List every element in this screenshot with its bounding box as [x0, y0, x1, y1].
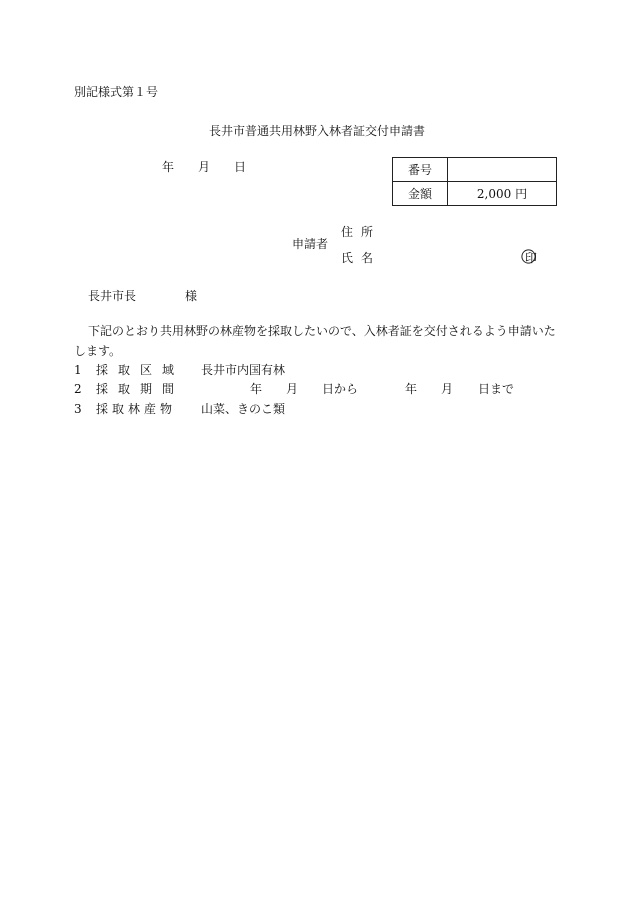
- form-number: 別記様式第１号: [74, 85, 159, 99]
- item-1-value: 長井市内国有林: [201, 363, 286, 377]
- seal-mark: 印: [525, 251, 538, 265]
- addressee-honorific: 様: [185, 289, 198, 303]
- fee-row-amount: [393, 182, 557, 206]
- item-1-label: 採取区域: [96, 363, 185, 377]
- fee-amount-label: 金額: [393, 182, 448, 206]
- address-label: 住所: [341, 225, 382, 239]
- period-end-year: 年: [405, 382, 418, 396]
- addressee-name: 長井市長: [88, 289, 137, 303]
- fee-number-label: 番号: [393, 158, 448, 182]
- fee-amount-value: 2,000 円: [448, 182, 557, 206]
- body-text-line-1: 下記のとおり共用林野の林産物を採取したいので、入林者証を交付されるよう申請いた: [88, 324, 556, 338]
- item-3-value: 山菜、きのこ類: [201, 402, 286, 416]
- period-start-day: 日から: [322, 382, 359, 396]
- period-start-year: 年: [250, 382, 263, 396]
- item-2-number: 2: [74, 382, 82, 396]
- date-day-label: 日: [234, 160, 247, 174]
- item-2-label: 採取期間: [96, 382, 185, 396]
- date-year-label: 年: [162, 160, 175, 174]
- fee-number-value: [448, 158, 557, 182]
- body-text-line-2: します。: [74, 344, 122, 358]
- period-end-day: 日まで: [478, 382, 515, 396]
- applicant-label: 申請者: [292, 237, 329, 251]
- item-3-label: 採取林産物: [96, 402, 177, 416]
- item-1-number: 1: [74, 363, 82, 377]
- period-end-month: 月: [441, 382, 454, 396]
- fee-table: [392, 157, 557, 206]
- period-start-month: 月: [286, 382, 299, 396]
- item-3-number: 3: [74, 402, 82, 416]
- fee-row-number: [393, 158, 557, 182]
- document-title: 長井市普通共用林野入林者証交付申請書: [209, 124, 426, 138]
- date-month-label: 月: [198, 160, 211, 174]
- name-label: 氏名: [341, 251, 382, 265]
